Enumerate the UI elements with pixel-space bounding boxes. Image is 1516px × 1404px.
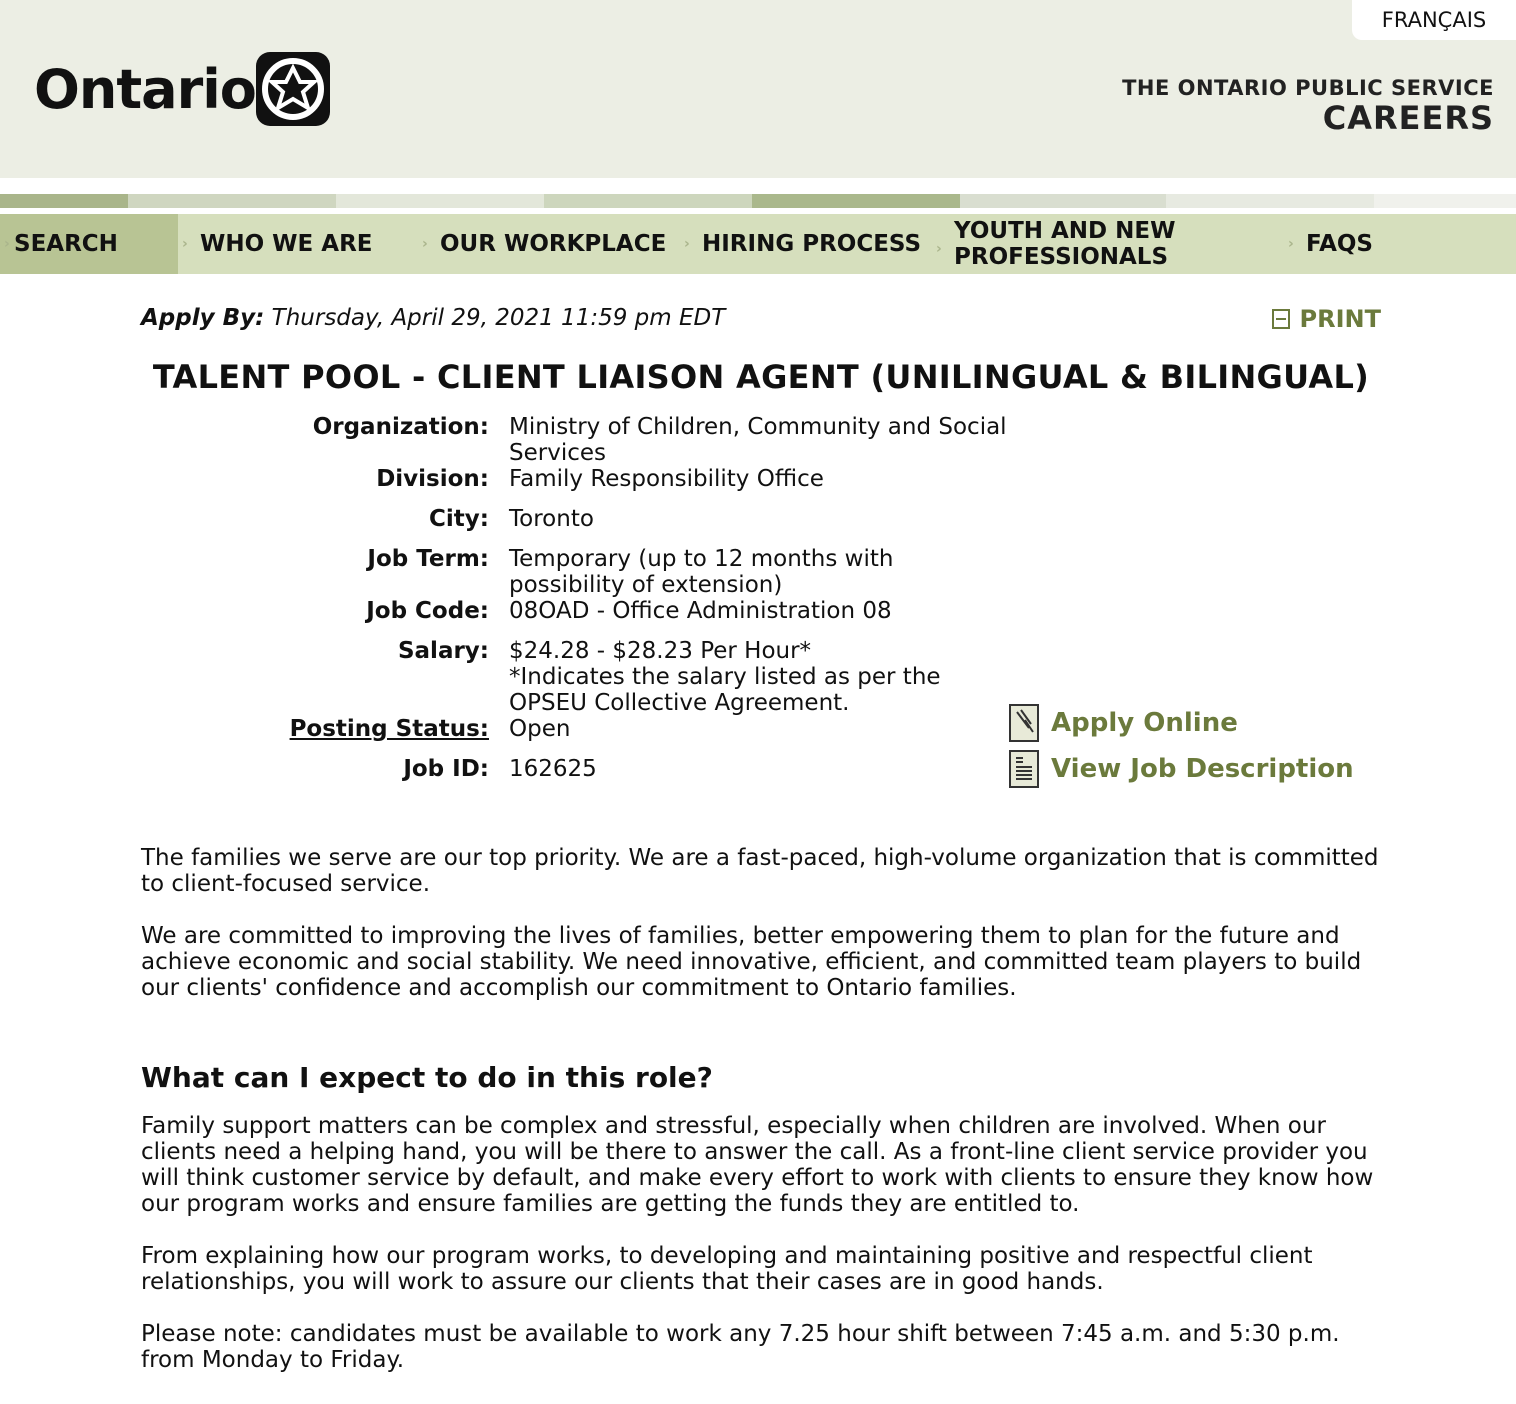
color-stripe — [1374, 194, 1516, 208]
body-paragraph: The families we serve are our top priority. We are a fast-paced, high-volume organization that is committed to client-focused service. — [141, 845, 1379, 897]
body-paragraph: Family support matters can be complex and stressful, especially when children are involved. When our clients need a helping hand, you will be there to answer the call. As a front-line client service provider you will think customer service by default, and make every effort to work with clients to ensure they know how our program works and ensure families are getting the funds they are entitled to. — [141, 1113, 1374, 1217]
posting-status-link[interactable]: Posting Status: — [289, 716, 489, 742]
body-paragraph: We are committed to improving the lives of families, better empowering them to plan for the future and achieve economic and social stability. We need innovative, efficient, and committed team players to build our clients' confidence and accomplish our commitment to Ontario families. — [141, 923, 1362, 1001]
nav-arrow-icon: › — [182, 236, 188, 252]
color-stripe — [544, 194, 752, 208]
print-label: PRINT — [1299, 305, 1381, 333]
salary-range: $24.28 - $28.23 Per Hour* — [509, 638, 812, 664]
nav-search[interactable] — [0, 214, 178, 274]
nav-label: OUR WORKPLACE — [440, 231, 667, 257]
ontario-logo-text[interactable]: Ontario — [34, 58, 256, 121]
job-title: TALENT POOL - CLIENT LIAISON AGENT (UNILINGUAL & BILINGUAL) — [152, 358, 1370, 396]
detail-label: City: — [429, 506, 489, 532]
detail-label: Salary: — [397, 638, 489, 664]
color-stripe — [960, 194, 1166, 208]
body-paragraph: Please note: candidates must be available to work any 7.25 hour shift between 7:45 a.m. and 5:30 p.m. from Monday to Friday. — [141, 1321, 1340, 1373]
salary-note: *Indicates the salary listed as per the OPSEU Collective Agreement. — [509, 664, 941, 716]
view-job-description-label: View Job Description — [1051, 754, 1354, 784]
document-icon — [1009, 750, 1039, 788]
job-body — [141, 845, 1381, 1399]
detail-value: 162625 — [509, 756, 597, 782]
nav-faqs[interactable] — [1284, 214, 1516, 274]
nav-label: WHO WE ARE — [200, 231, 373, 257]
nav-hiring-process[interactable] — [680, 214, 932, 274]
nav-youth-new-professionals[interactable] — [932, 214, 1284, 274]
print-link[interactable] — [1272, 305, 1381, 333]
detail-label: Organization: — [312, 414, 489, 440]
nav-arrow-icon: › — [422, 236, 428, 252]
detail-label: Job Code: — [366, 598, 489, 624]
apply-online-label: Apply Online — [1051, 708, 1238, 738]
detail-label[interactable] — [141, 716, 489, 742]
language-toggle-link[interactable]: FRANÇAIS — [1352, 0, 1516, 40]
apply-hand-icon — [1009, 704, 1039, 742]
detail-value: Ministry of Children, Community and Social Services — [509, 414, 1007, 466]
nav-arrow-icon: › — [684, 236, 690, 252]
body-paragraph: From explaining how our program works, to developing and maintaining positive and respectful client relationships, you will work to assure our clients that their cases are in good hands. — [141, 1243, 1313, 1295]
printer-icon — [1272, 309, 1290, 329]
nav-arrow-icon: › — [1288, 236, 1294, 252]
detail-value: Family Responsibility Office — [509, 466, 824, 492]
apply-by-date: Thursday, April 29, 2021 11:59 pm EDT — [271, 305, 726, 331]
detail-value: Open — [509, 716, 571, 742]
nav-our-workplace[interactable] — [418, 214, 680, 274]
color-stripe — [752, 194, 960, 208]
apply-by — [141, 305, 725, 331]
color-stripe — [0, 194, 128, 208]
trillium-logo-icon[interactable] — [256, 52, 330, 126]
nav-label: HIRING PROCESS — [702, 231, 922, 257]
detail-value — [509, 638, 949, 716]
careers-line1: THE ONTARIO PUBLIC SERVICE — [1122, 76, 1494, 100]
nav-label: YOUTH AND NEW PROFESSIONALS — [954, 218, 1176, 270]
detail-label: Job Term: — [367, 546, 489, 572]
main-nav — [0, 214, 1516, 274]
color-stripe — [128, 194, 336, 208]
apply-by-label: Apply By: — [141, 305, 265, 331]
detail-label: Job ID: — [403, 756, 489, 782]
careers-banner — [1122, 76, 1494, 136]
nav-arrow-icon: › — [4, 236, 10, 252]
detail-value: Temporary (up to 12 months with possibility of extension) — [509, 546, 894, 598]
nav-who-we-are[interactable] — [178, 214, 418, 274]
section-heading: What can I expect to do in this role? — [141, 1061, 713, 1094]
detail-label: Division: — [376, 466, 489, 492]
nav-label: FAQS — [1306, 231, 1373, 257]
detail-value: 08OAD - Office Administration 08 — [509, 598, 892, 624]
color-stripe — [1166, 194, 1374, 208]
nav-label: SEARCH — [14, 231, 118, 257]
site-header — [0, 0, 1516, 178]
nav-arrow-icon: › — [936, 241, 942, 257]
color-stripe — [336, 194, 544, 208]
careers-line2: CAREERS — [1322, 99, 1494, 137]
detail-value: Toronto — [509, 506, 594, 532]
